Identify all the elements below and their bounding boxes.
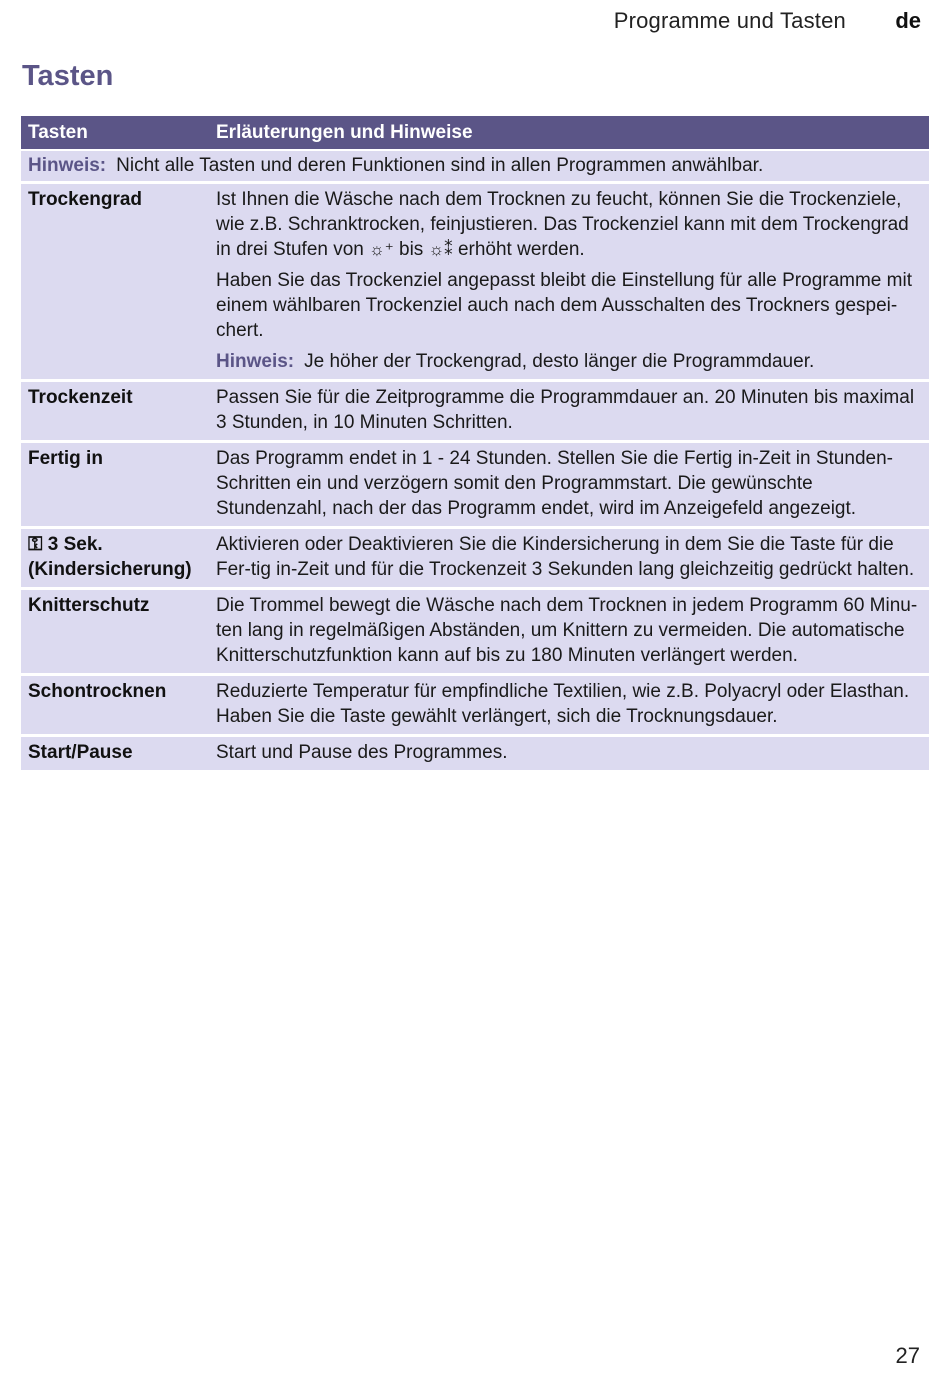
table-row-trockengrad bbox=[21, 184, 929, 382]
table-row-start-pause bbox=[21, 737, 929, 773]
row-key: Trockengrad bbox=[28, 189, 143, 210]
table-header bbox=[21, 116, 929, 151]
table-row-kindersicherung bbox=[21, 529, 929, 590]
row-key: Fertig in bbox=[28, 448, 103, 469]
hint-text: Je höher der Trockengrad, desto länger die Programmdauer. bbox=[304, 351, 815, 372]
row-key: Trockenzeit bbox=[28, 387, 133, 408]
table-row-trockenzeit bbox=[21, 382, 929, 443]
running-head bbox=[0, 8, 950, 36]
note-text: Nicht alle Tasten und deren Funktionen sind in allen Programmen anwählbar. bbox=[116, 155, 764, 176]
buttons-table bbox=[21, 116, 929, 773]
page-number: 27 bbox=[895, 1343, 920, 1368]
row-key-line: 3 Sek. bbox=[47, 534, 103, 555]
hint-label: Hinweis: bbox=[216, 351, 295, 372]
description-paragraph: Haben Sie das Trockenziel angepasst bleibt die Einstellung für alle Programme mit einem wählbaren Trockenziel auch nach dem Ausschalten des Trockners gespei-chert. bbox=[216, 270, 912, 341]
row-key-line: (Kindersicherung) bbox=[28, 559, 192, 580]
description-text: Ist Ihnen die Wäsche nach dem Trocknen zu feucht, können Sie die Trockenziele, wie z.B. Schranktrocken, feinjustieren. Das Trockenziel kann mit dem Trockengrad in drei Stufen von bbox=[216, 189, 909, 260]
row-description: Aktivieren oder Deaktivieren Sie die Kindersicherung in dem Sie die Taste für die Fer-tig in-Zeit und für die Trockenzeit 3 Sekunden lang gleichzeitig gedrückt halten. bbox=[216, 534, 915, 580]
description-text: erhöht werden. bbox=[457, 239, 585, 260]
page-title: Tasten bbox=[22, 60, 114, 92]
row-key: Schontrocknen bbox=[28, 681, 167, 702]
row-description: Das Programm endet in 1 - 24 Stunden. Stellen Sie die Fertig in-Zeit in Stunden-Schritten ein und verzögern somit den Programmstart. Die gewünschte Stundenzahl, nach der das Programm endet, wird im Anzeigefeld angezeigt. bbox=[216, 448, 893, 519]
table-row-schontrocknen bbox=[21, 676, 929, 737]
dryness-level-min-icon: ☼⁺ bbox=[369, 240, 394, 259]
row-key: Knitterschutz bbox=[28, 595, 150, 616]
description-text: bis bbox=[399, 239, 424, 260]
column-header-buttons: Tasten bbox=[28, 121, 88, 143]
key-icon: ⚿ bbox=[28, 534, 43, 555]
dryness-level-max-icon: ☼⁑ bbox=[428, 240, 453, 259]
row-key bbox=[21, 529, 216, 587]
row-description: Die Trommel bewegt die Wäsche nach dem Trocknen in jedem Programm 60 Minu-ten lang in regelmäßigen Abständen, um Knittern zu vermeiden. Die automatische Knitterschutzfunktion kann auf bis zu 180 Minuten verlängert werden. bbox=[216, 595, 918, 666]
row-description: Reduzierte Temperatur für empfindliche Textilien, wie z.B. Polyacryl oder Elasthan. Haben Sie die Taste gewählt verlängert, sich die Trocknungsdauer. bbox=[216, 681, 910, 727]
language-code: de bbox=[895, 8, 921, 33]
column-header-notes: Erläuterungen und Hinweise bbox=[216, 121, 473, 143]
general-note-row bbox=[21, 151, 929, 184]
table-row-fertig-in bbox=[21, 443, 929, 529]
note-label: Hinweis: bbox=[28, 155, 107, 176]
row-description bbox=[216, 184, 929, 379]
hint-paragraph bbox=[216, 349, 921, 374]
section-title: Programme und Tasten bbox=[613, 8, 846, 33]
table-row-knitterschutz bbox=[21, 590, 929, 676]
row-key: Start/Pause bbox=[28, 742, 133, 763]
row-description: Start und Pause des Programmes. bbox=[216, 742, 508, 763]
description-paragraph bbox=[216, 187, 921, 262]
row-description: Passen Sie für die Zeitprogramme die Programmdauer an. 20 Minuten bis maximal 3 Stunden, in 10 Minuten Schritten. bbox=[216, 387, 915, 433]
